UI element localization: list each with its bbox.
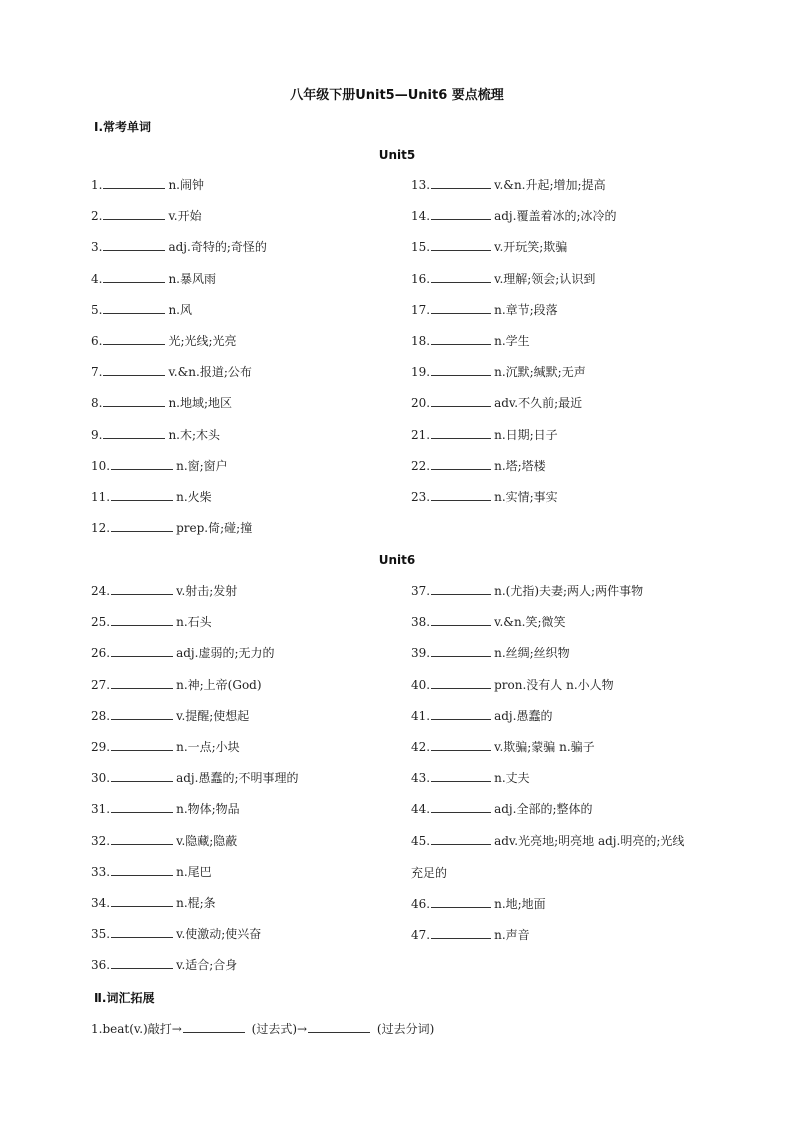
item-number: 46. [411, 897, 431, 911]
vocab-item [91, 957, 237, 972]
vocab-item [91, 677, 262, 692]
vocab-item [91, 864, 212, 879]
answer-blank[interactable] [111, 770, 173, 782]
vocab-item [91, 302, 192, 317]
item-definition: n.地;地面 [494, 897, 546, 911]
item-definition: adj.全部的;整体的 [494, 802, 593, 817]
item-number: 14. [411, 209, 431, 224]
item-definition: v.射击;发射 [176, 584, 238, 598]
vocab-item [411, 708, 552, 723]
item-number: 28. [91, 708, 111, 723]
vocab-item [411, 770, 530, 785]
item-number: 34. [91, 896, 111, 910]
item-definition: n.沉默;缄默;无声 [494, 365, 586, 380]
item-definition: n.实情;事实 [494, 490, 558, 504]
item-definition: n.丝绸;丝织物 [494, 646, 570, 661]
answer-blank[interactable] [431, 333, 491, 345]
item-definition: n.尾巴 [176, 864, 212, 879]
item-definition: v.提醒;使想起 [176, 708, 250, 723]
answer-blank[interactable] [111, 895, 173, 907]
answer-blank[interactable] [431, 833, 491, 845]
vocab-item [91, 458, 228, 473]
item-number: 29. [91, 740, 111, 754]
item-definition: v.使激动;使兴奋 [176, 927, 262, 942]
extension-suffix: (过去分词) [376, 1022, 435, 1036]
vocab-item [91, 833, 237, 848]
answer-blank[interactable] [431, 239, 491, 251]
page-title: 八年级下册Unit5—Unit6 要点梳理 [290, 88, 504, 103]
answer-blank[interactable] [431, 302, 491, 314]
item-number: 31. [91, 802, 111, 817]
answer-blank[interactable] [111, 864, 173, 876]
item-number: 42. [411, 740, 431, 754]
vocab-item [91, 271, 216, 286]
item-definition: n.章节;段落 [494, 302, 558, 317]
answer-blank[interactable] [111, 458, 173, 470]
answer-blank[interactable] [111, 645, 173, 657]
item-definition: n.暴风雨 [168, 271, 216, 286]
answer-blank-past-participle[interactable] [308, 1021, 370, 1033]
item-number: 6. [91, 334, 103, 348]
vocab-item [411, 333, 530, 348]
item-definition: v.&n.笑;微笑 [494, 615, 566, 630]
answer-blank[interactable] [111, 957, 173, 969]
item-definition: v.&n.升起;增加;提高 [494, 178, 606, 192]
vocab-item [411, 896, 546, 911]
vocab-item [411, 614, 566, 629]
item-definition: v.适合;合身 [176, 958, 238, 973]
item-number: 23. [411, 490, 431, 504]
vocab-item [411, 427, 558, 442]
item-definition: adv.不久前;最近 [494, 396, 583, 411]
item-number: 30. [91, 771, 111, 786]
item-number: 43. [411, 771, 431, 786]
item-number: 7. [91, 365, 103, 380]
extension-mid: (过去式)→ [251, 1022, 308, 1036]
answer-blank[interactable] [431, 364, 491, 376]
vocab-item [411, 801, 593, 816]
answer-blank[interactable] [103, 395, 165, 407]
answer-blank[interactable] [103, 208, 165, 220]
item-number: 22. [411, 458, 431, 473]
vocab-item [91, 364, 252, 379]
item-number: 16. [411, 271, 431, 286]
item-number: 32. [91, 833, 111, 848]
item-number: 18. [411, 334, 431, 348]
vocab-item [411, 489, 558, 504]
item-definition: n.一点;小块 [176, 740, 240, 754]
extension-prefix: 1.beat(v.)敲打→ [91, 1022, 182, 1036]
answer-blank[interactable] [431, 645, 491, 657]
item-number: 3. [91, 240, 103, 255]
item-number: 21. [411, 427, 431, 442]
answer-blank[interactable] [103, 302, 165, 314]
item-definition: n.石头 [176, 615, 212, 630]
vocab-item [91, 177, 204, 192]
item-definition: n.(尤指)夫妻;两人;两件事物 [494, 584, 644, 598]
vocab-item [91, 239, 267, 254]
unit6-heading: Unit6 [378, 553, 416, 567]
item-number: 27. [91, 677, 111, 692]
item-definition: n.日期;日子 [494, 427, 558, 442]
item-number: 45. [411, 833, 431, 848]
item-definition: pron.没有人 n.小人物 [494, 677, 614, 692]
item-definition: v.欺骗;蒙骗 n.骗子 [494, 740, 595, 754]
answer-blank[interactable] [103, 333, 165, 345]
item-number: 26. [91, 646, 111, 661]
item-definition: adj.覆盖着冰的;冰冷的 [494, 209, 617, 224]
section-heading-vocabulary: Ⅰ.常考单词 [94, 120, 152, 134]
answer-blank[interactable] [111, 833, 173, 845]
item-number: 9. [91, 427, 103, 442]
answer-blank[interactable] [431, 271, 491, 283]
item-definition: adv.光亮地;明亮地 adj.明亮的;光线 [494, 833, 685, 848]
item-number: 13. [411, 178, 431, 192]
item-definition: v.开玩笑;欺骗 [494, 240, 568, 255]
vocab-item [91, 333, 237, 348]
answer-blank[interactable] [431, 739, 491, 751]
vocab-item [91, 645, 275, 660]
item-definition: v.开始 [168, 209, 202, 224]
item-definition: n.火柴 [176, 490, 212, 504]
answer-blank[interactable] [103, 271, 165, 283]
answer-blank[interactable] [111, 739, 173, 751]
answer-blank[interactable] [103, 427, 165, 439]
answer-blank[interactable] [103, 239, 165, 251]
vocab-item [411, 364, 586, 379]
item-number: 20. [411, 396, 431, 411]
item-definition: n.木;木头 [168, 427, 221, 442]
answer-blank[interactable] [111, 801, 173, 813]
vocab-item [91, 520, 252, 535]
item-number: 1. [91, 178, 103, 192]
vocab-item [91, 208, 202, 223]
answer-blank[interactable] [431, 896, 491, 908]
answer-blank[interactable] [111, 708, 173, 720]
vocab-item [411, 271, 595, 286]
item-number: 40. [411, 677, 431, 692]
vocab-item [411, 302, 558, 317]
answer-blank[interactable] [111, 489, 173, 501]
item-number: 25. [91, 615, 111, 630]
item-number: 39. [411, 646, 431, 661]
item-definition: adj.愚蠢的;不明事理的 [176, 771, 299, 786]
answer-blank[interactable] [111, 926, 173, 938]
item-definition: n.地域;地区 [168, 396, 233, 411]
item-number: 41. [411, 708, 431, 723]
vocab-item [411, 239, 567, 254]
item-number: 11. [91, 490, 111, 504]
answer-blank[interactable] [431, 583, 491, 595]
answer-blank[interactable] [111, 583, 173, 595]
item-45-continuation: 充足的 [411, 866, 448, 880]
item-definition: n.窗;窗户 [176, 458, 228, 473]
vocab-item [91, 583, 237, 598]
item-definition: v.理解;领会;认识到 [494, 271, 596, 286]
item-number: 12. [91, 521, 111, 536]
vocab-item [411, 677, 614, 692]
vocab-item [411, 583, 643, 598]
item-definition: n.风 [168, 302, 192, 317]
item-number: 19. [411, 365, 431, 380]
item-number: 44. [411, 802, 431, 817]
answer-blank[interactable] [431, 770, 491, 782]
answer-blank[interactable] [431, 927, 491, 939]
vocab-item [91, 708, 249, 723]
item-definition: n.闹钟 [168, 178, 204, 192]
item-number: 2. [91, 209, 103, 224]
vocab-item [411, 458, 546, 473]
item-definition: n.棍;条 [176, 896, 216, 910]
item-number: 5. [91, 302, 103, 317]
answer-blank[interactable] [431, 395, 491, 407]
answer-blank[interactable] [111, 677, 173, 689]
vocab-item [411, 927, 530, 942]
item-number: 47. [411, 928, 431, 943]
item-definition: n.丈夫 [494, 771, 530, 786]
item-number: 24. [91, 584, 111, 598]
item-number: 8. [91, 396, 103, 411]
answer-blank[interactable] [431, 489, 491, 501]
answer-blank[interactable] [111, 520, 173, 532]
answer-blank[interactable] [431, 614, 491, 626]
item-number: 15. [411, 240, 431, 255]
item-definition: v.隐藏;隐蔽 [176, 833, 238, 848]
item-number: 17. [411, 302, 431, 317]
item-definition: adj.愚蠢的 [494, 708, 553, 723]
vocab-item [411, 177, 606, 192]
item-number: 33. [91, 864, 111, 879]
answer-blank[interactable] [431, 177, 491, 189]
vocab-item [411, 208, 617, 223]
answer-blank[interactable] [431, 801, 491, 813]
item-definition: n.声音 [494, 928, 530, 943]
item-number: 10. [91, 458, 111, 473]
extension-item-1 [91, 1020, 434, 1037]
vocab-item [411, 645, 570, 660]
vocab-item [91, 395, 232, 410]
vocab-item [411, 833, 684, 848]
vocab-item [91, 801, 240, 816]
vocab-item [91, 895, 216, 910]
vocab-item [91, 926, 261, 941]
answer-blank[interactable] [431, 677, 491, 689]
item-number: 37. [411, 584, 431, 598]
vocab-item [91, 770, 299, 785]
item-definition: n.学生 [494, 334, 530, 348]
vocab-item [91, 739, 240, 754]
answer-blank[interactable] [111, 614, 173, 626]
answer-blank[interactable] [431, 208, 491, 220]
answer-blank[interactable] [431, 427, 491, 439]
item-definition: 光;光线;光亮 [168, 334, 237, 348]
answer-blank[interactable] [103, 177, 165, 189]
item-definition: adj.虚弱的;无力的 [176, 646, 275, 661]
item-definition: n.物体;物品 [176, 802, 240, 817]
item-definition: v.&n.报道;公布 [168, 365, 252, 380]
vocab-item [91, 489, 212, 504]
item-definition: prep.倚;碰;撞 [176, 521, 253, 536]
vocab-item [91, 427, 220, 442]
item-number: 38. [411, 615, 431, 630]
item-number: 36. [91, 958, 111, 973]
answer-blank[interactable] [103, 364, 165, 376]
vocab-item [411, 395, 582, 410]
vocab-item [411, 739, 595, 754]
vocab-item [91, 614, 212, 629]
item-definition: n.神;上帝(God) [176, 677, 262, 692]
answer-blank-past-tense[interactable] [183, 1021, 245, 1033]
item-definition: adj.奇特的;奇怪的 [168, 240, 267, 255]
unit5-heading: Unit5 [378, 148, 416, 162]
answer-blank[interactable] [431, 458, 491, 470]
item-number: 4. [91, 271, 103, 286]
item-number: 35. [91, 927, 111, 942]
section-heading-extension: Ⅱ.词汇拓展 [94, 991, 155, 1005]
answer-blank[interactable] [431, 708, 491, 720]
item-definition: n.塔;塔楼 [494, 458, 546, 473]
